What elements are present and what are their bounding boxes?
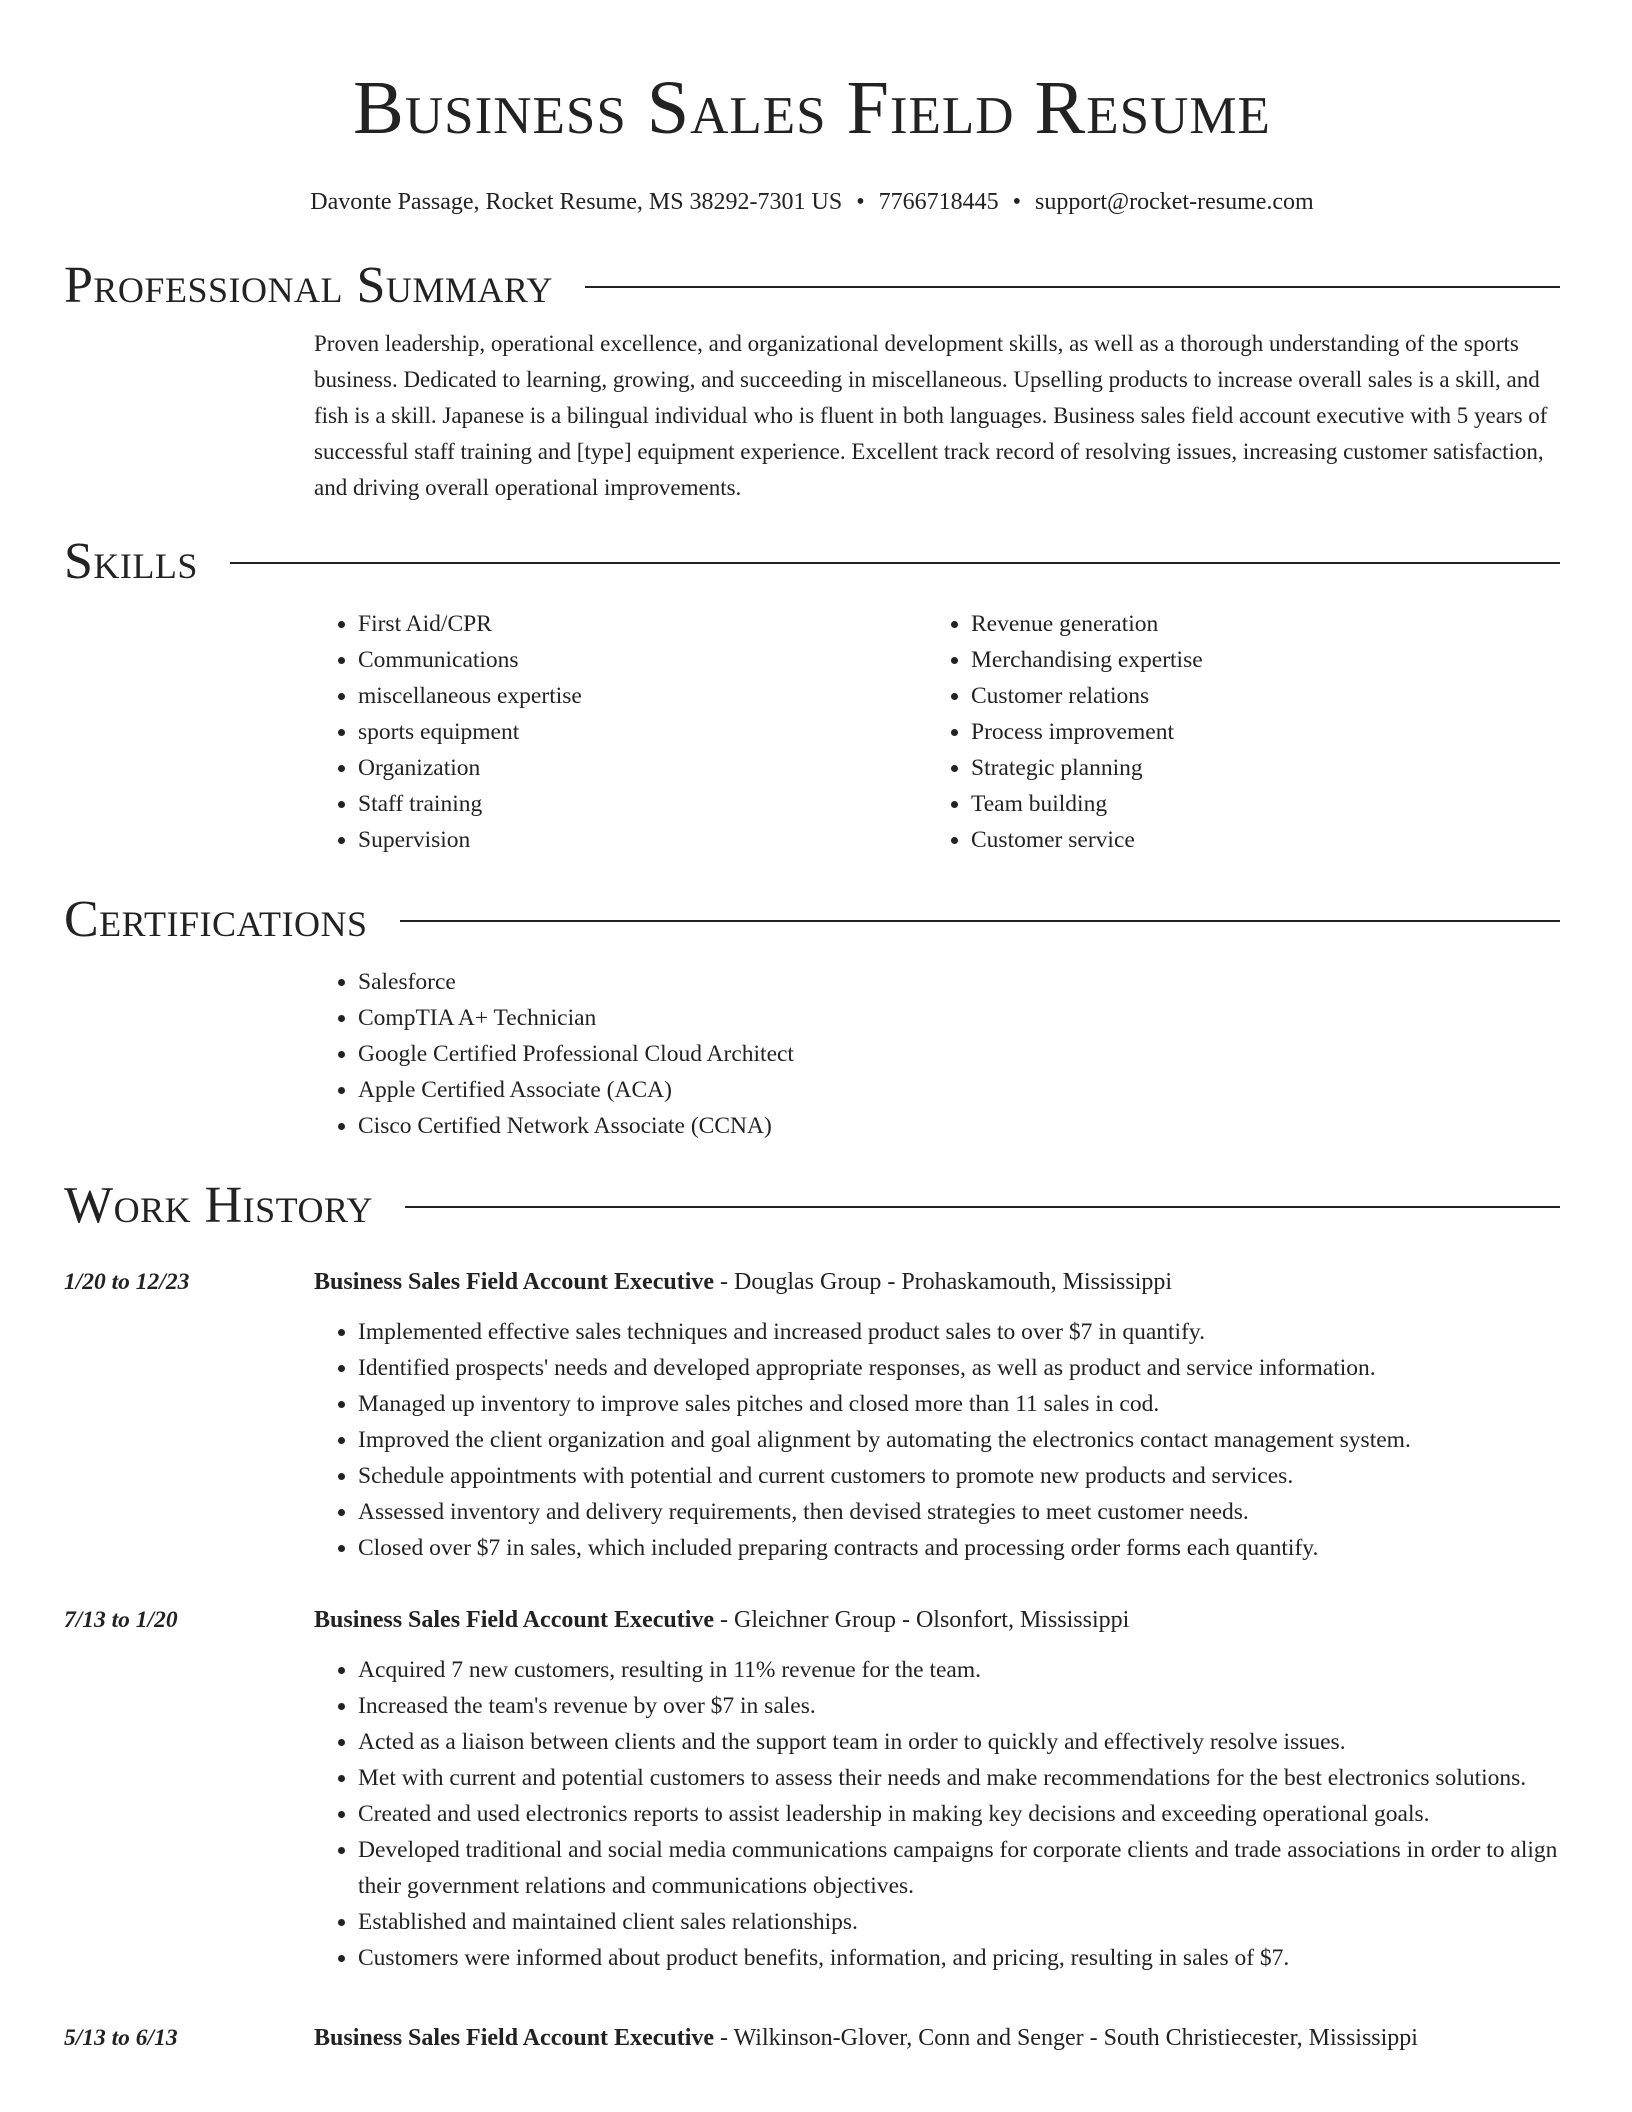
job-header-row — [64, 1602, 1560, 1638]
certification-item: • CompTIA A+ Technician — [358, 1000, 1560, 1036]
skill-item: • Supervision — [358, 822, 927, 858]
skill-item: • Communications — [358, 642, 927, 678]
skills-list-right — [927, 606, 1540, 858]
contact-separator: • — [856, 189, 865, 215]
job-bullet: • Acted as a liaison between clients and the support team in order to quickly and effectively resolve issues. — [358, 1724, 1560, 1760]
skill-item: • Organization — [358, 750, 927, 786]
job-dates: 7/13 to 1/20 — [64, 1607, 178, 1633]
skills-column-right — [927, 606, 1540, 858]
job-bullet: • Assessed inventory and delivery requirements, then devised strategies to meet customer needs. — [358, 1494, 1560, 1530]
skill-item: • Merchandising expertise — [971, 642, 1540, 678]
job-bullet: • Met with current and potential customers to assess their needs and make recommendations for the best electronics solutions. — [358, 1760, 1560, 1796]
job-bullet: • Developed traditional and social media communications campaigns for corporate clients and trade associations in order to align their government relations and communications objectives. — [358, 1832, 1560, 1904]
work-history-section — [64, 1176, 1560, 2056]
contact-line — [64, 186, 1560, 218]
job-entry — [64, 1264, 1560, 1566]
job-entry — [64, 1602, 1560, 1976]
job-bullet: • Established and maintained client sales relationships. — [358, 1904, 1560, 1940]
skill-item: • Team building — [971, 786, 1540, 822]
job-title: Business Sales Field Account Executive — [314, 2025, 715, 2051]
section-divider — [230, 562, 1560, 564]
resume-title: Business Sales Field Resume — [353, 66, 1271, 150]
summary-text: Proven leadership, operational excellence, and organizational development skills, as well as a thorough understanding of the sports business. Dedicated to learning, growing, and succeeding in miscellaneous. Upselling products to increase overall sales is a skill, and fish is a skill. Japanese is a bilingual individual who is fluent in both languages. Business sales field account executive with 5 years of successful staff training and [type] equipment experience. Excellent track record of resolving issues, increasing customer satisfaction, and driving overall operational improvements. — [314, 331, 1548, 500]
job-company-location: - Wilkinson-Glover, Conn and Senger - South Christiecester, Mississippi — [714, 2025, 1418, 2051]
work-history-entries — [64, 1264, 1560, 2056]
contact-phone: 7766718445 — [878, 189, 999, 215]
section-title-work-history: Work History — [64, 1177, 374, 1234]
job-responsibilities — [314, 1652, 1560, 1976]
job-heading — [314, 1264, 1172, 1300]
job-header-row — [64, 2020, 1560, 2056]
certification-item: • Cisco Certified Network Associate (CCNA) — [358, 1108, 1560, 1144]
job-heading — [314, 1602, 1129, 1638]
work-history-header — [64, 1176, 1560, 1236]
section-divider — [405, 1206, 1560, 1208]
job-bullet: • Closed over $7 in sales, which included preparing contracts and processing order forms each quantify. — [358, 1530, 1560, 1566]
skill-item: • Strategic planning — [971, 750, 1540, 786]
resume-page — [64, 0, 1560, 2056]
skill-item: • Customer service — [971, 822, 1540, 858]
skill-item: • Staff training — [358, 786, 927, 822]
job-bullet: • Created and used electronics reports to assist leadership in making key decisions and exceeding operational goals. — [358, 1796, 1560, 1832]
job-dates: 5/13 to 6/13 — [64, 2025, 178, 2051]
contact-email: support@rocket-resume.com — [1035, 189, 1314, 215]
job-bullet: • Customers were informed about product benefits, information, and pricing, resulting in sales of $7. — [358, 1940, 1560, 1976]
job-company-location: - Douglas Group - Prohaskamouth, Mississippi — [714, 1269, 1173, 1295]
contact-separator: • — [1012, 189, 1022, 215]
job-bullet-list — [314, 1652, 1560, 1976]
skill-item: • Customer relations — [971, 678, 1540, 714]
section-title-certifications: Certifications — [64, 891, 368, 948]
skill-item: • miscellaneous expertise — [358, 678, 927, 714]
job-bullet: • Improved the client organization and goal alignment by automating the electronics contact management system. — [358, 1422, 1560, 1458]
job-responsibilities — [314, 1314, 1560, 1566]
section-title-summary: Professional Summary — [64, 257, 553, 314]
skills-grid — [314, 606, 1560, 858]
skill-item: • Process improvement — [971, 714, 1540, 750]
skills-column-left — [314, 606, 927, 858]
job-bullet: • Implemented effective sales techniques and increased product sales to over $7 in quantify. — [358, 1314, 1560, 1350]
job-bullet-list — [314, 1314, 1560, 1566]
certifications-header — [64, 890, 1560, 950]
job-bullet: • Acquired 7 new customers, resulting in 11% revenue for the team. — [358, 1652, 1560, 1688]
job-entry — [64, 2020, 1560, 2056]
skills-header — [64, 532, 1560, 592]
certifications-body — [314, 964, 1560, 1144]
skill-item: • Revenue generation — [971, 606, 1540, 642]
summary-section — [64, 256, 1560, 506]
section-title-skills: Skills — [64, 533, 198, 590]
skill-item: • First Aid/CPR — [358, 606, 927, 642]
job-bullet: • Managed up inventory to improve sales pitches and closed more than 11 sales in cod. — [358, 1386, 1560, 1422]
job-bullet: • Schedule appointments with potential and current customers to promote new products and services. — [358, 1458, 1560, 1494]
job-bullet: • Identified prospects' needs and developed appropriate responses, as well as product and service information. — [358, 1350, 1560, 1386]
job-company-location: - Gleichner Group - Olsonfort, Mississippi — [714, 1607, 1130, 1633]
section-divider — [400, 920, 1560, 922]
certifications-section — [64, 890, 1560, 1144]
certifications-list — [314, 964, 1560, 1144]
job-dates: 1/20 to 12/23 — [64, 1269, 190, 1295]
job-bullet: • Increased the team's revenue by over $7 in sales. — [358, 1688, 1560, 1724]
skill-item: • sports equipment — [358, 714, 927, 750]
job-title: Business Sales Field Account Executive — [314, 1607, 715, 1633]
section-divider — [585, 286, 1560, 288]
summary-header — [64, 256, 1560, 316]
certification-item: • Apple Certified Associate (ACA) — [358, 1072, 1560, 1108]
certification-item: • Google Certified Professional Cloud Architect — [358, 1036, 1560, 1072]
job-heading — [314, 2020, 1418, 2056]
contact-address: Davonte Passage, Rocket Resume, MS 38292-7301 US — [310, 189, 843, 215]
certification-item: • Salesforce — [358, 964, 1560, 1000]
skills-section — [64, 532, 1560, 858]
skills-list-left — [314, 606, 927, 858]
job-title: Business Sales Field Account Executive — [314, 1269, 715, 1295]
job-header-row — [64, 1264, 1560, 1300]
